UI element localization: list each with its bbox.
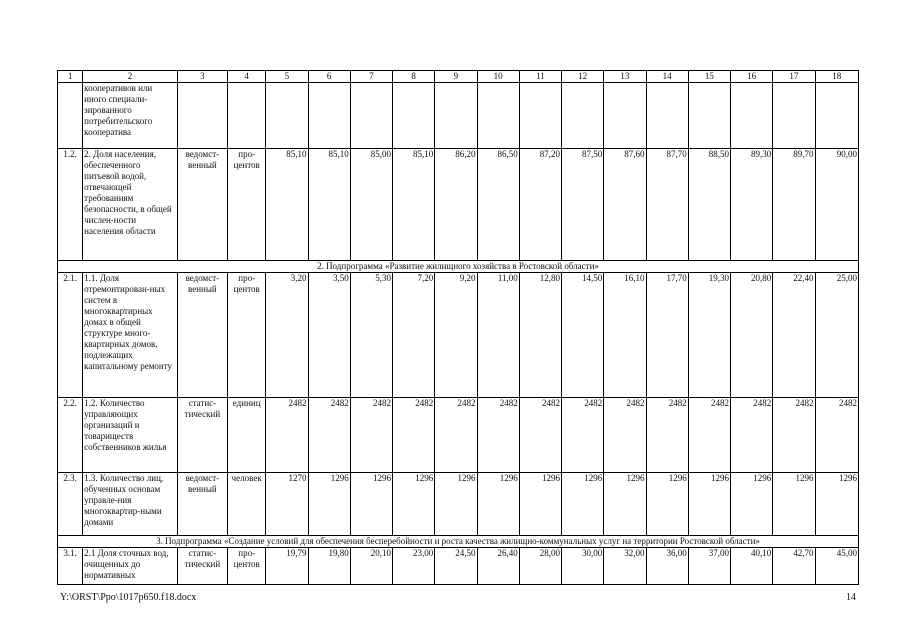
value-cell: 23,00 [393, 548, 435, 585]
value-cell: 17,70 [646, 273, 688, 398]
value-cell: 2482 [350, 398, 392, 473]
row-number-cell: 2.1. [58, 273, 83, 398]
value-cell: 36,00 [646, 548, 688, 585]
value-cell: 1296 [393, 473, 435, 536]
empty-cell [308, 83, 350, 149]
value-cell: 85,10 [393, 149, 435, 261]
value-cell: 22,40 [773, 273, 815, 398]
source-cell: ведомст-венный [177, 149, 227, 261]
source-cell: статис-тический [177, 398, 227, 473]
value-cell: 1296 [688, 473, 730, 536]
empty-cell [435, 83, 477, 149]
value-cell: 1296 [815, 473, 858, 536]
value-cell: 3,20 [266, 273, 308, 398]
value-cell: 28,00 [519, 548, 561, 585]
value-cell: 14,50 [562, 273, 604, 398]
unit-cell: единиц [228, 398, 266, 473]
value-cell: 2482 [688, 398, 730, 473]
value-cell: 1296 [604, 473, 646, 536]
value-cell: 26,40 [477, 548, 519, 585]
section-heading-row [58, 261, 859, 273]
value-cell: 2482 [815, 398, 858, 473]
value-cell: 1296 [562, 473, 604, 536]
value-cell: 88,50 [688, 149, 730, 261]
value-cell: 87,20 [519, 149, 561, 261]
unit-cell: про-центов [228, 273, 266, 398]
header-cell: 13 [604, 71, 646, 83]
value-cell: 2482 [562, 398, 604, 473]
value-cell: 85,10 [308, 149, 350, 261]
empty-cell [177, 83, 227, 149]
header-cell: 12 [562, 71, 604, 83]
value-cell: 1296 [731, 473, 773, 536]
value-cell: 19,80 [308, 548, 350, 585]
table-row-2-1 [58, 273, 859, 398]
value-cell: 1270 [266, 473, 308, 536]
header-cell: 16 [731, 71, 773, 83]
value-cell: 1296 [773, 473, 815, 536]
value-cell: 2482 [393, 398, 435, 473]
unit-cell: про-центов [228, 548, 266, 585]
row-number-cell: 2.2. [58, 398, 83, 473]
value-cell: 89,70 [773, 149, 815, 261]
header-cell: 2 [83, 71, 178, 83]
value-cell: 85,10 [266, 149, 308, 261]
value-cell: 2482 [308, 398, 350, 473]
empty-cell [350, 83, 392, 149]
empty-cell [688, 83, 730, 149]
value-cell: 20,10 [350, 548, 392, 585]
page-number: 14 [846, 592, 856, 603]
empty-cell [773, 83, 815, 149]
header-cell: 8 [393, 71, 435, 83]
header-cell: 5 [266, 71, 308, 83]
row-number-cell: 2.3. [58, 473, 83, 536]
header-cell: 10 [477, 71, 519, 83]
value-cell: 1296 [477, 473, 519, 536]
empty-cell [228, 83, 266, 149]
value-cell: 2482 [435, 398, 477, 473]
value-cell: 2482 [266, 398, 308, 473]
empty-cell [393, 83, 435, 149]
header-cell: 9 [435, 71, 477, 83]
value-cell: 45,00 [815, 548, 858, 585]
table-row-2-2 [58, 398, 859, 473]
table-row-1-2 [58, 149, 859, 261]
empty-cell [815, 83, 858, 149]
value-cell: 86,50 [477, 149, 519, 261]
value-cell: 40,10 [731, 548, 773, 585]
value-cell: 90,00 [815, 149, 858, 261]
indicator-name-cell: 2.1 Доля сточных вод, очищенных до нормативных [83, 548, 178, 585]
empty-cell [646, 83, 688, 149]
section-heading-row [58, 536, 859, 548]
value-cell: 20,80 [731, 273, 773, 398]
section-heading: 3. Подпрограмма «Создание условий для обеспечения бесперебойности и роста качества жилищно-коммунальных услуг на территории Ростовской области» [58, 536, 859, 548]
row-number-cell: 1.2. [58, 149, 83, 261]
header-cell: 3 [177, 71, 227, 83]
header-cell: 11 [519, 71, 561, 83]
value-cell: 32,00 [604, 548, 646, 585]
empty-cell [519, 83, 561, 149]
source-cell: статис-тический [177, 548, 227, 585]
value-cell: 2482 [604, 398, 646, 473]
empty-cell [604, 83, 646, 149]
empty-cell [477, 83, 519, 149]
value-cell: 37,00 [688, 548, 730, 585]
value-cell: 7,20 [393, 273, 435, 398]
value-cell: 11,00 [477, 273, 519, 398]
header-cell: 18 [815, 71, 858, 83]
value-cell: 30,00 [562, 548, 604, 585]
value-cell: 16,10 [604, 273, 646, 398]
document-file-path: Y:\ORST\Ppo\1017p650.f18.docx [60, 592, 197, 603]
header-cell: 14 [646, 71, 688, 83]
value-cell: 9,20 [435, 273, 477, 398]
empty-cell [731, 83, 773, 149]
header-cell: 15 [688, 71, 730, 83]
value-cell: 85,00 [350, 149, 392, 261]
value-cell: 2482 [519, 398, 561, 473]
value-cell: 1296 [519, 473, 561, 536]
table-row-continuation [58, 83, 859, 149]
value-cell: 42,70 [773, 548, 815, 585]
empty-cell [562, 83, 604, 149]
unit-cell: человек [228, 473, 266, 536]
row-number-cell [58, 83, 83, 149]
indicator-name-cell: 1.3. Количество лиц, обученных основам управле-ния многоквартир-ными домами [83, 473, 178, 536]
value-cell: 12,80 [519, 273, 561, 398]
unit-cell: про-центов [228, 149, 266, 261]
value-cell: 89,30 [731, 149, 773, 261]
indicator-name-cell: 1.2. Количество управляющих организаций и товариществ собственников жилья [83, 398, 178, 473]
empty-cell [266, 83, 308, 149]
value-cell: 25,00 [815, 273, 858, 398]
section-heading: 2. Подпрограмма «Развитие жилищного хозяйства в Ростовской области» [58, 261, 859, 273]
value-cell: 1296 [308, 473, 350, 536]
header-cell: 4 [228, 71, 266, 83]
value-cell: 87,70 [646, 149, 688, 261]
value-cell: 87,50 [562, 149, 604, 261]
value-cell: 2482 [773, 398, 815, 473]
header-cell: 1 [58, 71, 83, 83]
value-cell: 19,79 [266, 548, 308, 585]
value-cell: 3,50 [308, 273, 350, 398]
header-cell: 6 [308, 71, 350, 83]
value-cell: 87,60 [604, 149, 646, 261]
indicator-name-cell: 2. Доля населения, обеспеченного питьевой водой, отвечающей требованиям безопасности, в общей числен-ности населения области [83, 149, 178, 261]
value-cell: 1296 [350, 473, 392, 536]
value-cell: 5,30 [350, 273, 392, 398]
table-row-3-1 [58, 548, 859, 585]
header-cell: 7 [350, 71, 392, 83]
indicators-table [57, 70, 859, 585]
indicator-name-cell: 1.1. Доля отремонтирован-ных систем в многоквартирных домах в общей структуре много-квартирных домов, подлежащих капитальному ремонту [83, 273, 178, 398]
column-number-row [58, 71, 859, 83]
source-cell: ведомст-венный [177, 473, 227, 536]
value-cell: 2482 [477, 398, 519, 473]
row-number-cell: 3.1. [58, 548, 83, 585]
value-cell: 19,30 [688, 273, 730, 398]
header-cell: 17 [773, 71, 815, 83]
value-cell: 2482 [646, 398, 688, 473]
value-cell: 2482 [731, 398, 773, 473]
table-row-2-3 [58, 473, 859, 536]
source-cell: ведомст-венный [177, 273, 227, 398]
value-cell: 1296 [646, 473, 688, 536]
value-cell: 86,20 [435, 149, 477, 261]
value-cell: 24,50 [435, 548, 477, 585]
value-cell: 1296 [435, 473, 477, 536]
indicator-name-cell: кооперативов или иного специали-зированного потребительского кооператива [83, 83, 178, 149]
